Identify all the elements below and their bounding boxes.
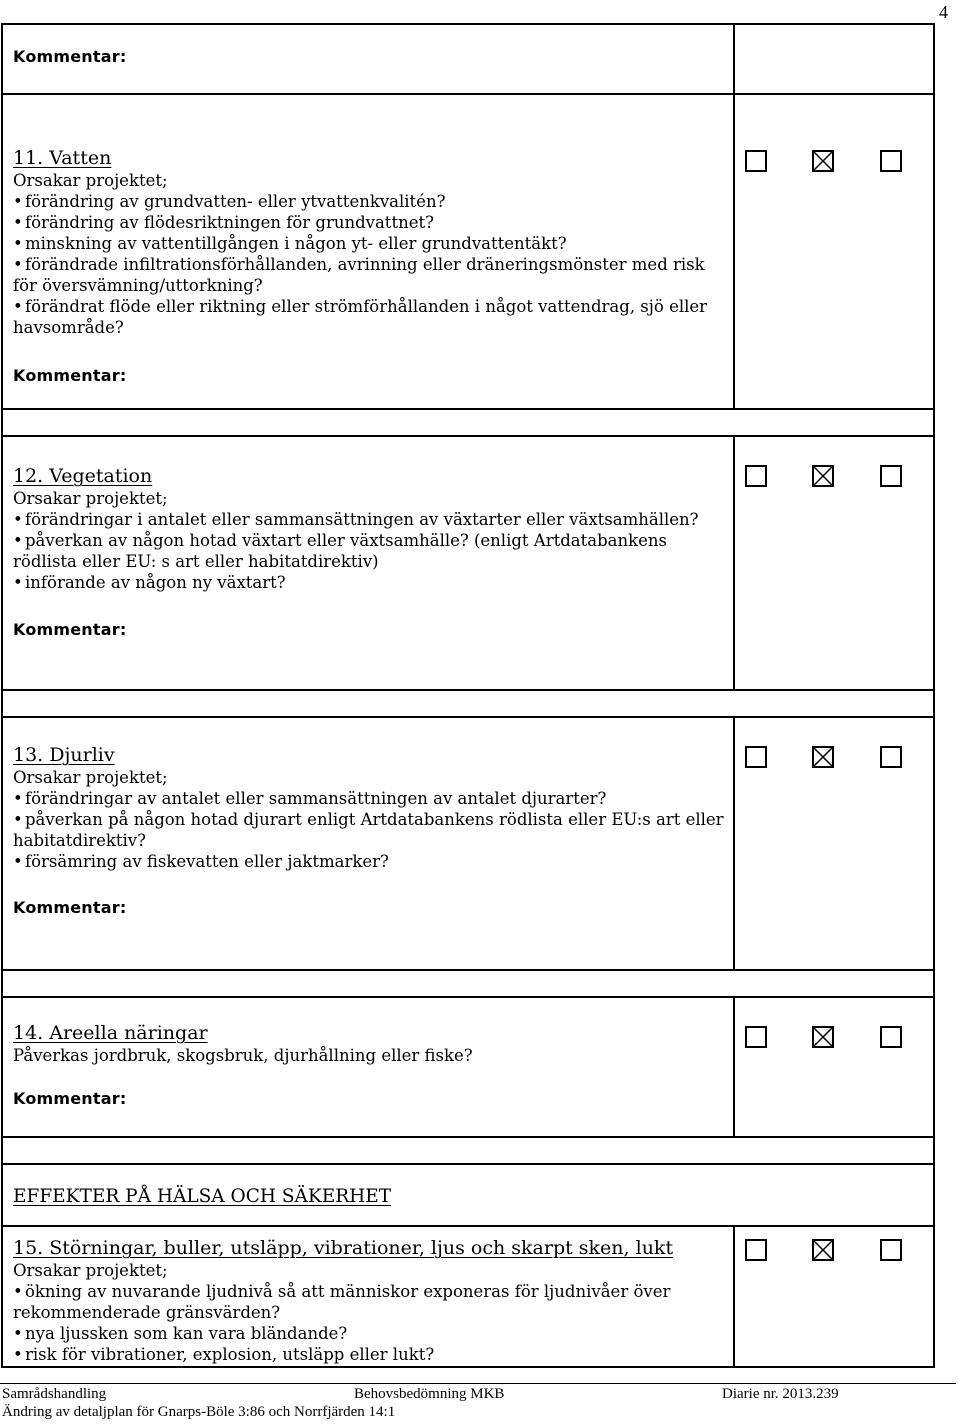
checkbox-checked[interactable] [812,1026,834,1048]
list-item: • försämring av fiskevatten eller jaktmarker? [13,851,733,872]
page-number: 4 [939,2,948,22]
row-border [1,1225,935,1227]
comment-label: Kommentar: [13,620,127,639]
check-cross-icon [814,1028,832,1046]
row-border [1,689,935,691]
list-item: • förändrade infiltrationsförhållanden, avrinning eller dräneringsmönster med risk för översvämning/uttorkning? [13,254,733,296]
row-border [1,969,935,971]
list-item: • förändringar i antalet eller sammansättningen av växtarter eller växtsamhällen? [13,509,733,530]
footer-doc-title: Behovsbedömning MKB [354,1386,505,1402]
list-item: • ökning av nuvarande ljudnivå så att människor exponeras för ljudnivåer över rekommenderade gränsvärden? [13,1281,733,1323]
checkbox-empty[interactable] [880,746,902,768]
list-item: • införande av någon ny växtart? [13,572,733,593]
checkbox-empty[interactable] [880,1239,902,1261]
list-item: • risk för vibrationer, explosion, utsläpp eller lukt? [13,1344,733,1365]
row-border [1,1163,935,1165]
checkbox-checked[interactable] [812,746,834,768]
footer-plan-name: Ändring av detaljplan för Gnarps-Böle 3:86 och Norrfjärden 14:1 [2,1404,396,1420]
list-item: • nya ljussken som kan vara bländande? [13,1323,733,1344]
row-border [1,996,935,998]
list-item: • förändring av flödesriktningen för grundvattnet? [13,212,733,233]
checkbox-empty[interactable] [745,150,767,172]
table-border-right [933,23,935,1368]
checkbox-empty[interactable] [880,150,902,172]
row-border [1,716,935,718]
list-item: • förändrat flöde eller riktning eller strömförhållanden i något vattendrag, sjö eller havsområde? [13,296,733,338]
row-border [1,435,935,437]
section-title: 11. Vatten [13,147,112,169]
comment-label: Kommentar: [13,1089,127,1108]
section-intro: Orsakar projektet; [13,768,168,787]
footer-diary-number: Diarie nr. 2013.239 [722,1386,839,1402]
section-13 [13,743,733,872]
column-divider [733,23,735,410]
section-title: 13. Djurliv [13,744,115,766]
row-border [1,408,935,410]
list-item: • förändring av grundvatten- eller ytvattenkvalitén? [13,191,733,212]
checkbox-empty[interactable] [880,465,902,487]
comment-label: Kommentar: [13,47,127,66]
section-intro: Orsakar projektet; [13,171,168,190]
section-intro: Orsakar projektet; [13,1261,168,1280]
section-title: 15. Störningar, buller, utsläpp, vibrationer, ljus och skarpt sken, lukt [13,1237,674,1259]
section-12 [13,464,733,593]
list-item: • förändringar av antalet eller sammansättningen av antalet djurarter? [13,788,733,809]
footer-doc-type: Samrådshandling [2,1386,107,1402]
row-border [1,1366,935,1368]
section-intro: Orsakar projektet; [13,489,168,508]
column-divider [733,997,735,1137]
footer-rule [0,1383,956,1384]
check-cross-icon [814,748,832,766]
section-15 [13,1236,733,1365]
checkbox-empty[interactable] [745,1026,767,1048]
list-item: • påverkan på någon hotad djurart enligt Artdatabankens rödlista eller EU:s art eller habitatdirektiv? [13,809,733,851]
row-border [1,23,935,25]
column-divider [733,1226,735,1368]
column-divider [733,436,735,690]
check-cross-icon [814,152,832,170]
list-item: • minskning av vattentillgången i någon yt- eller grundvattentäkt? [13,233,733,254]
row-border [1,93,935,95]
list-item: • påverkan av någon hotad växtart eller växtsamhälle? (enligt Artdatabankens rödlista eller EU: s art eller habitatdirektiv) [13,530,733,572]
checkbox-empty[interactable] [745,746,767,768]
checkbox-checked[interactable] [812,465,834,487]
category-heading: EFFEKTER PÅ HÄLSA OCH SÄKERHET [13,1186,392,1207]
checkbox-checked[interactable] [812,1239,834,1261]
check-cross-icon [814,467,832,485]
checkbox-empty[interactable] [880,1026,902,1048]
comment-label: Kommentar: [13,898,127,917]
section-14 [13,1021,733,1066]
section-intro: Påverkas jordbruk, skogsbruk, djurhållning eller fiske? [13,1046,473,1065]
section-11 [13,146,733,338]
checkbox-empty[interactable] [745,465,767,487]
check-cross-icon [814,1241,832,1259]
section-title: 14. Areella näringar [13,1022,208,1044]
checkbox-checked[interactable] [812,150,834,172]
checkbox-empty[interactable] [745,1239,767,1261]
comment-label: Kommentar: [13,366,127,385]
table-border-left [1,23,3,1368]
column-divider [733,717,735,970]
row-border [1,1136,935,1138]
section-title: 12. Vegetation [13,465,153,487]
